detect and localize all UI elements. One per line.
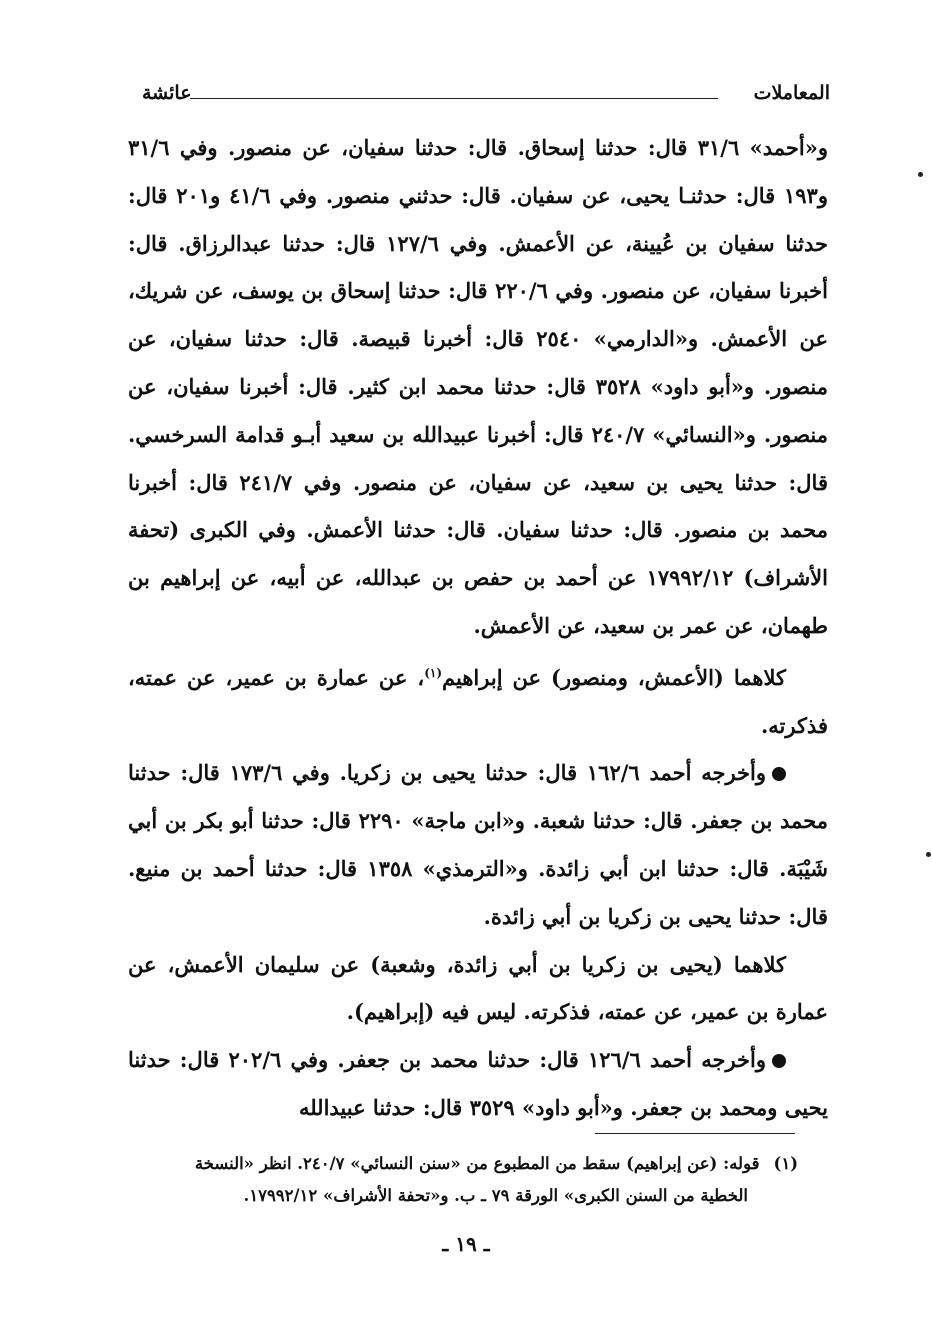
running-header [130,82,830,112]
paragraph-text: كلاهما (الأعمش، ومنصور) عن إبراهيم [442,664,786,690]
paragraph: و«أحمد» ٣١/٦ قال: حدثنا إسحاق. قال: حدثنا سفيان، عن منصور. وفي ٣١/٦ و١٩٣ قال: حدثنـا يحيى، عن سفيان. قال: حدثني منصور. وفي ٤١/٦ و٢٠١ قال: حدثنا سفيان بن عُيينة، عن الأعمش. وفي ١٢٧/٦ قال: حدثنا عبدالرزاق. قال: أخبرنا سفيان، عن منصور. وفي ٢٢٠/٦ قال: حدثنا إسحاق بن يوسف، عن شريك، عن الأعمش. و«الدارمي» ٢٥٤٠ قال: أخبرنا قبيصة. قال: حدثنا سفيان، عن منصور. و«أبو داود» ٣٥٢٨ قال: حدثنا محمد ابن كثير. قال: أخبرنا سفيان، عن منصور. و«النسائي» ٢٤٠/٧ قال: أخبرنا عبيدالله بن سعيد أبـو قدامة السرخسي. قال: حدثنا يحيى بن سعيد، عن سفيان، عن منصور. وفي ٢٤١/٧ قال: أخبرنا محمد بن منصور. قال: حدثنا سفيان. قال: حدثنا الأعمش. وفي الكبرى (تحفة الأشراف) ١٧٩٩٢/١٢ عن أحمد بن حفص بن عبدالله، عن أبيه، عن إبراهيم بن طهمان، عن عمر بن سعيد، عن الأعمش. [128,135,829,638]
paragraph-text: ، عن عمارة بن عمير، عن عمته، فذكرته. [128,664,828,738]
paragraph-text: وأخرجه أحمد ١٢٦/٦ قال: حدثنا محمد بن جعفر. وفي ٢٠٢/٦ قال: حدثنا يحيى ومحمد بن جعفر. و«أبو داود» ٣٥٢٩ قال: حدثنا عبيدالله [128,1047,828,1120]
header-chapter-title: عائشة [142,82,192,104]
page-number: ـ ١٩ ـ [442,1232,490,1256]
footnote-reference: (١) [424,665,443,680]
bullet-icon [772,767,786,781]
bullet-icon [772,1054,786,1068]
paragraph: كلاهما (يحيى بن زكريا بن أبي زائدة، وشعبة) عن سليمان الأعمش، عن عمارة بن عمير، عن عمته، فذكرته. ليس فيه (إبراهيم). [128,951,828,1025]
footnote-separator [595,1133,795,1134]
header-rule [190,98,718,99]
header-section-title: المعاملات [753,82,830,104]
footnote-number: (١) [773,1154,798,1173]
paragraph [128,650,828,750]
footnote-line [108,1148,798,1180]
margin-mark [926,852,931,857]
footnote [108,1148,798,1212]
margin-mark [918,172,923,177]
main-text [128,124,828,1132]
paragraph [128,749,828,940]
footnote-line: الخطية من السنن الكبرى» الورقة ٧٩ ـ ب. و«تحفة الأشراف» ١٧٩٩٢/١٢. [243,1186,748,1205]
paragraph-text: وأخرجه أحمد ١٦٢/٦ قال: حدثنا يحيى بن زكريا. وفي ١٧٣/٦ قال: حدثنا محمد بن جعفر. قال: حدثنا شعبة. و«ابن ماجة» ٢٢٩٠ قال: حدثنا أبو بكر بن أبي شَيْبَة. قال: حدثنا ابن أبي زائدة. و«الترمذي» ١٣٥٨ قال: حدثنا أحمد بن منيع. قال: حدثنا يحيى بن زكريا بن أبي زائدة. [128,760,829,929]
footnote-text: قوله: (عن إبراهيم) سقط من المطبوع من «سنن النسائي» ٢٤٠/٧. انظر «النسخة [194,1154,760,1173]
paragraph [128,1036,828,1132]
